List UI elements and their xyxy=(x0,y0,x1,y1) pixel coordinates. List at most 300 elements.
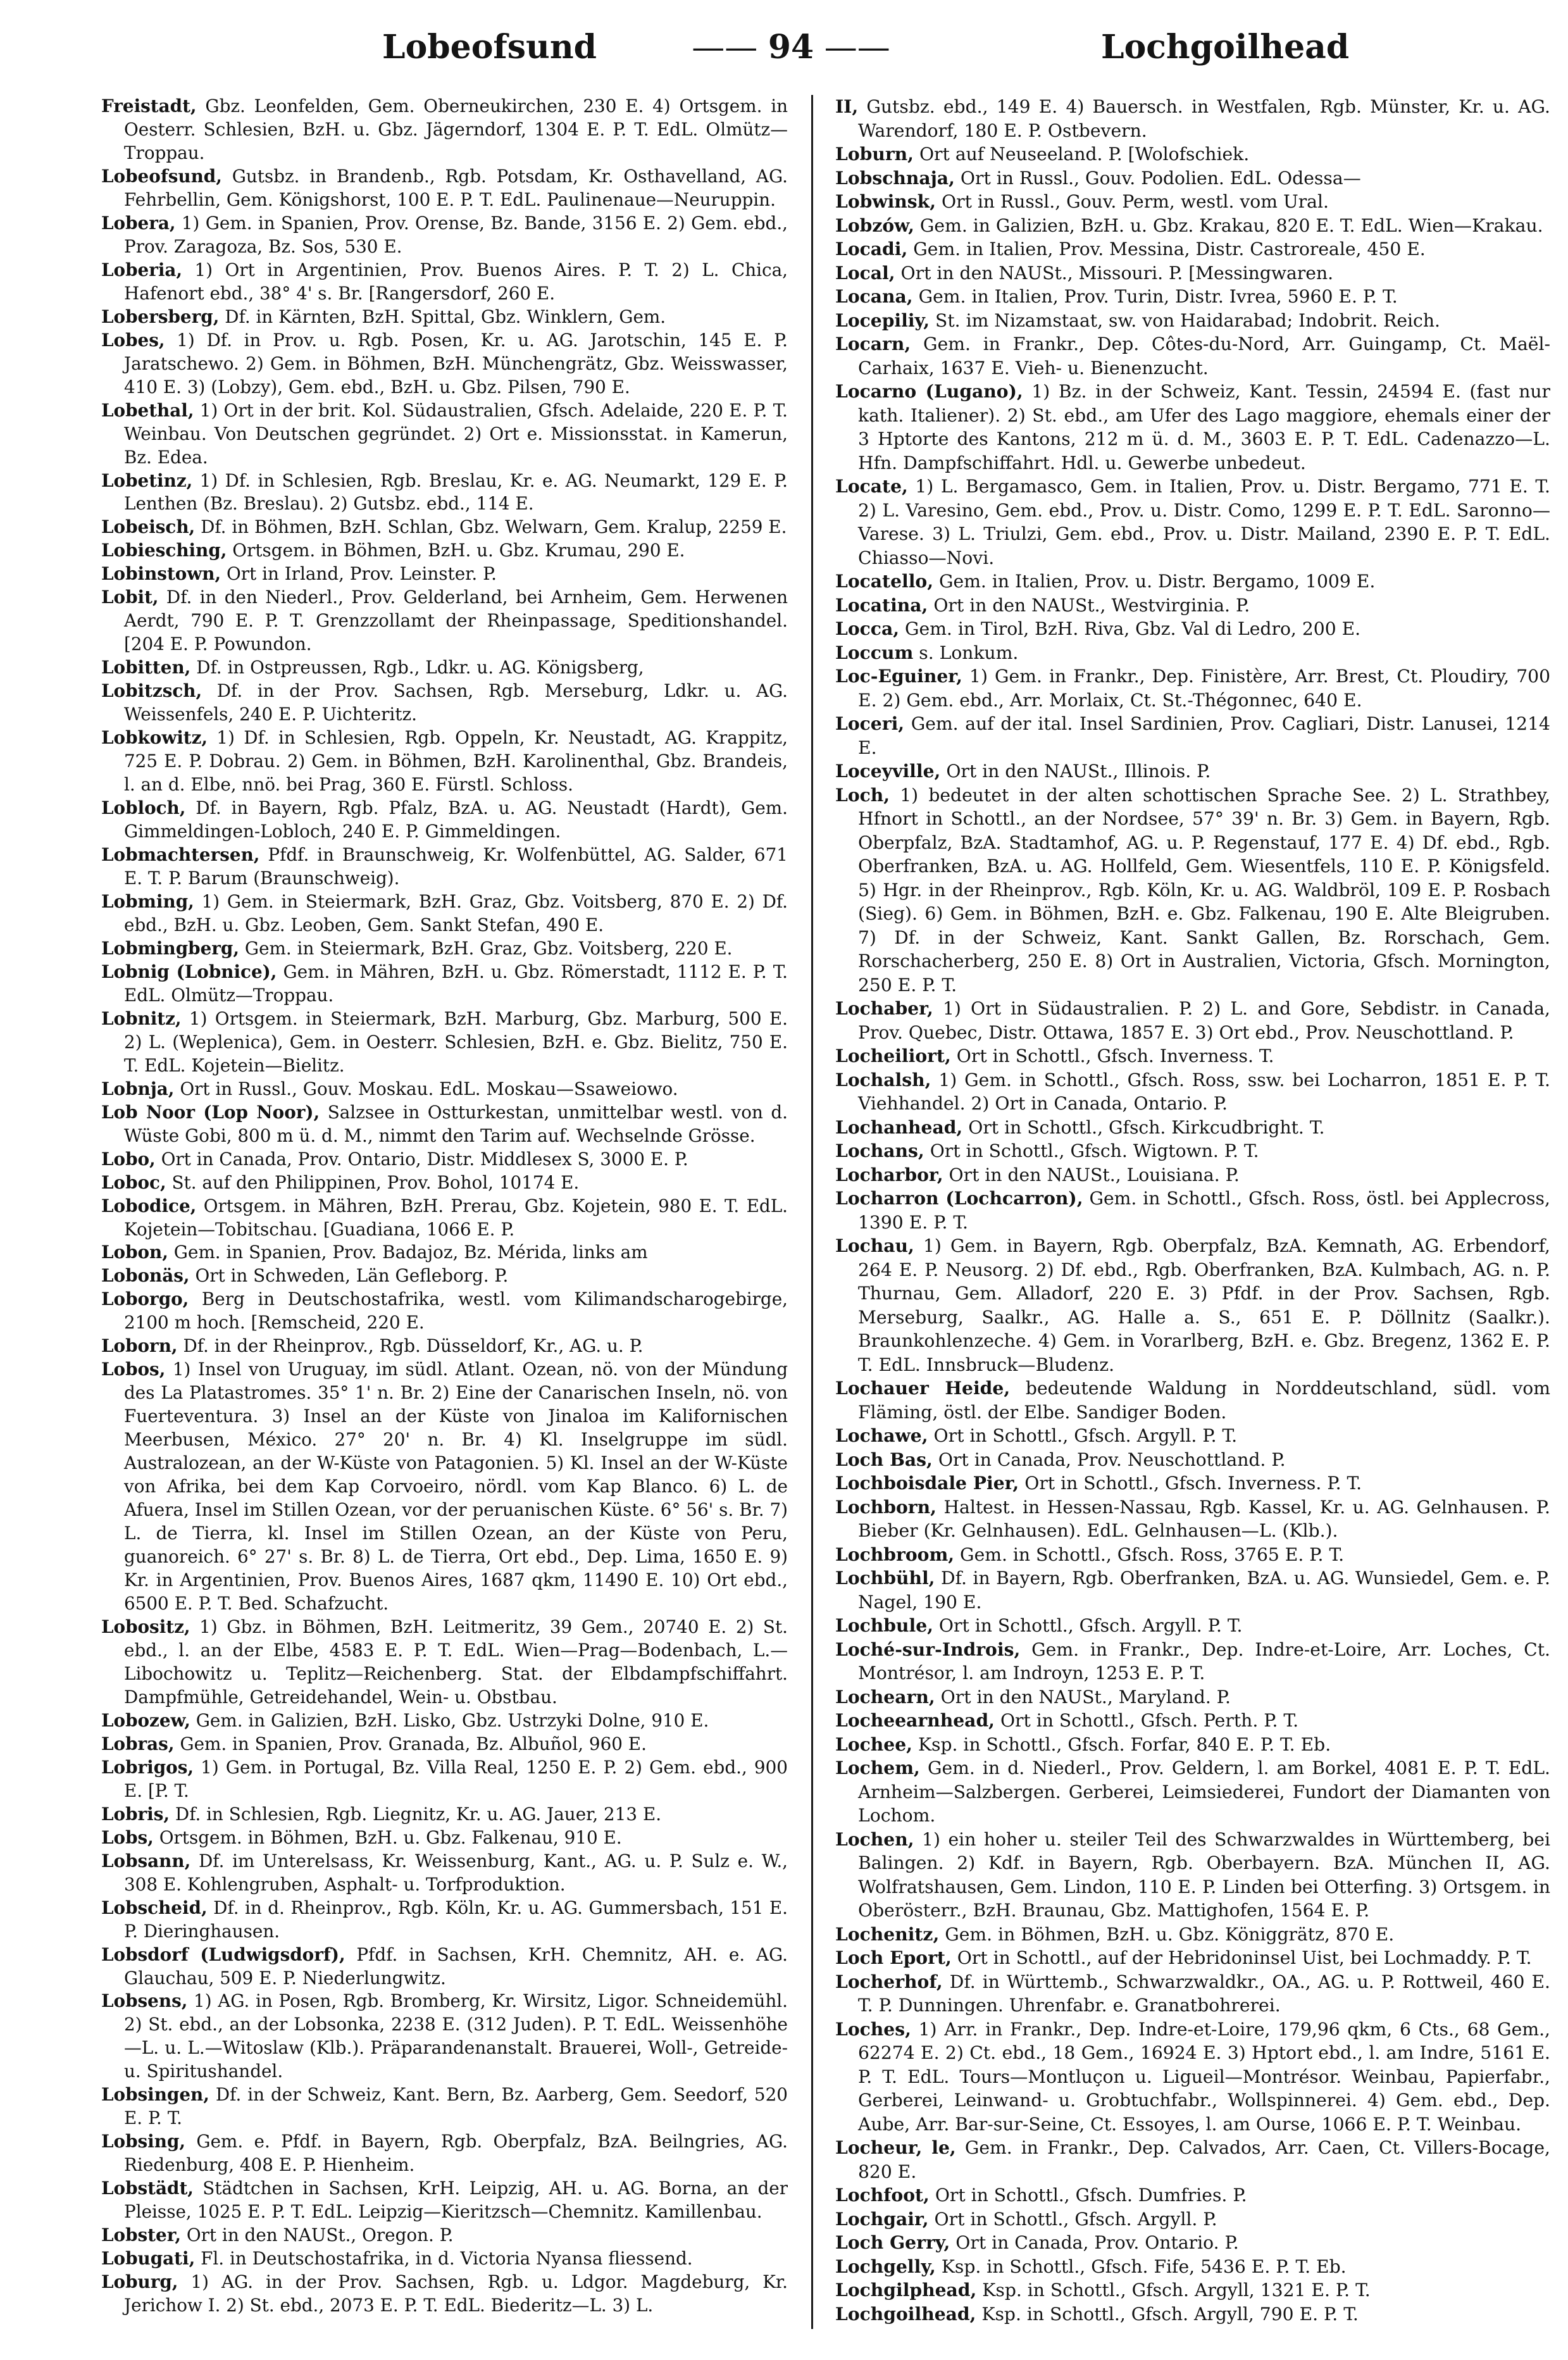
gazetteer-entry xyxy=(101,2130,788,2177)
entry-text: Gem. in Tirol, BzH. Riva, Gbz. Val di Ledro, 200 E. xyxy=(905,618,1361,639)
entry-text: Ort in Schottl., Gfsch. Argyll. P. xyxy=(934,2208,1217,2230)
entry-text: Gem. in Italien, Prov. u. Distr. Bergamo, 1009 E. xyxy=(939,571,1376,592)
entry-headword: Loborgo, xyxy=(101,1289,189,1310)
entry-headword: Locharron (Lochcarron), xyxy=(835,1188,1083,1209)
entry-headword: Lobnitz, xyxy=(101,1008,182,1029)
entry-headword: Loch, xyxy=(835,784,890,806)
entry-headword: Lochgilphead, xyxy=(835,2280,977,2301)
entry-text: Ortsgem. in Böhmen, BzH. u. Gbz. Falkenau, 910 E. xyxy=(159,1826,622,1848)
entry-headword: Lobloch, xyxy=(101,797,186,819)
gazetteer-entry xyxy=(835,997,1550,1044)
gazetteer-entry xyxy=(101,1944,788,1990)
gazetteer-entry xyxy=(835,237,1550,261)
entry-headword: Lobming, xyxy=(101,890,194,912)
gazetteer-entry xyxy=(101,399,788,470)
entry-headword: Lobinstown, xyxy=(101,563,221,585)
entry-text: Gutsbz. in Brandenb., Rgb. Potsdam, Kr. Osthavelland, AG. Fehrbellin, Gem. Königshorst, 100 E. P. T. EdL. Paulinenaue—Neuruppin. xyxy=(124,165,788,210)
entry-text: Ort in den NAUSt., Maryland. P. xyxy=(940,1686,1231,1708)
entry-headword: Freistadt, xyxy=(101,96,197,116)
entry-headword: Lobera, xyxy=(101,212,176,234)
entry-headword: Locheur, le, xyxy=(835,2137,956,2158)
gazetteer-entry xyxy=(101,2177,788,2224)
entry-text: bedeutende Waldung in Norddeutschland, südl. vom Fläming, östl. der Elbe. Sandiger Boden. xyxy=(858,1378,1550,1423)
gazetteer-entry xyxy=(101,1358,788,1616)
gazetteer-entry xyxy=(835,2302,1550,2326)
entry-text: Ort in Russl., Gouv. Perm, westl. vom Ural. xyxy=(941,191,1329,212)
entry-headword: Loch Bas, xyxy=(835,1449,933,1470)
entry-text: Ort in Schottl., Gfsch. Wigtown. P. T. xyxy=(930,1140,1259,1161)
entry-headword: Lobmingberg, xyxy=(101,937,240,959)
entry-headword: Lochgair, xyxy=(835,2208,929,2230)
gazetteer-entry xyxy=(101,1897,788,1944)
entry-headword: Locatina, xyxy=(835,594,928,616)
entry-headword: Locate, xyxy=(835,476,908,497)
entry-headword: Lobitten, xyxy=(101,657,191,678)
entry-headword: Lochanhead, xyxy=(835,1116,963,1138)
entry-text: 1) Ort in Argentinien, Prov. Buenos Aires. P. T. 2) L. Chica, Hafenort ebd., 38° 4' s. Br. [Rangersdorf, 260 E. xyxy=(124,259,788,304)
entry-headword: Lobnig (Lobnice), xyxy=(101,961,277,982)
gazetteer-entry xyxy=(101,727,788,797)
gazetteer-entry xyxy=(101,1709,788,1733)
entry-headword: Lobes, xyxy=(101,329,165,351)
entry-text: St. auf den Philippinen, Prov. Bohol, 10174 E. xyxy=(171,1171,580,1193)
entry-headword: Lochans, xyxy=(835,1140,924,1161)
gazetteer-entry xyxy=(101,844,788,890)
entry-headword: Lobras, xyxy=(101,1733,175,1754)
gazetteer-entry xyxy=(835,1756,1550,1828)
entry-text: Ort in Schottl., auf der Hebridoninsel Uist, bei Lochmaddy. P. T. xyxy=(957,1947,1532,1968)
entry-headword: Lobsingen, xyxy=(101,2084,209,2106)
gazetteer-entry xyxy=(835,1234,1550,1377)
gazetteer-entry xyxy=(101,1241,788,1264)
running-head-left: Lobeofsund xyxy=(382,28,597,66)
entry-headword: Lobsdorf (Ludwigsdorf), xyxy=(101,1944,345,1965)
gazetteer-entry xyxy=(101,329,788,399)
entry-text: Ort in Schottl., Gfsch. Perth. P. T. xyxy=(1000,1710,1299,1731)
entry-headword: Lochgoilhead, xyxy=(835,2303,976,2325)
gazetteer-entry xyxy=(835,1946,1550,1970)
entry-headword: Lobzów, xyxy=(835,215,914,236)
entry-headword: Lobeisch, xyxy=(101,516,196,538)
gazetteer-entry xyxy=(835,1139,1550,1163)
gazetteer-entry xyxy=(835,1828,1550,1923)
entry-text: Gem. auf der ital. Insel Sardinien, Prov. Cagliari, Distr. Lanusei, 1214 E. xyxy=(858,713,1550,758)
gazetteer-entry xyxy=(835,1044,1550,1068)
gazetteer-entry xyxy=(835,1638,1550,1685)
entry-headword: Lochgelly, xyxy=(835,2256,936,2277)
entry-text: Salzsee in Ostturkestan, unmittelbar westl. von d. Wüste Gobi, 800 m ü. d. M., nimmt den Tarim auf. Wechselnde Grösse. xyxy=(124,1101,788,1146)
entry-text: Gem. in d. Niederl., Prov. Geldern, l. am Borkel, 4081 E. P. T. EdL. Arnheim—Salzbergen. Gerberei, Leimsiederei, Fundort der Diamanten von Lochom. xyxy=(858,1758,1550,1826)
entry-text: Df. in d. Rheinprov., Rgb. Köln, Kr. u. AG. Gummersbach, 151 E. P. Dieringhausen. xyxy=(124,1897,788,1942)
entry-text: 1) Ortsgem. in Steiermark, BzH. Marburg, Gbz. Marburg, 500 E. 2) L. (Weplenica), Gem. in Oesterr. Schlesien, BzH. e. Gbz. Bielitz, 750 E. T. EdL. Kojetein—Bielitz. xyxy=(124,1008,788,1076)
gazetteer-entry xyxy=(835,2183,1550,2207)
entry-text: Gem. in Mähren, BzH. u. Gbz. Römerstadt, 1112 E. P. T. EdL. Olmütz—Troppau. xyxy=(124,961,788,1006)
entry-headword: Lochalsh, xyxy=(835,1069,931,1090)
entry-text: Df. in Schlesien, Rgb. Liegnitz, Kr. u. AG. Jauer, 213 E. xyxy=(175,1803,662,1825)
gazetteer-entry xyxy=(101,1756,788,1803)
entry-headword: Lobetinz, xyxy=(101,470,193,491)
entry-text: Ksp. in Schottl., Gfsch. Argyll, 1321 E. P. T. xyxy=(982,2280,1371,2301)
entry-headword: Lobnja, xyxy=(101,1078,175,1099)
entry-headword: Lobeofsund, xyxy=(101,165,222,187)
entry-text: 1) Df. in Schlesien, Rgb. Oppeln, Kr. Neustadt, AG. Krappitz, 725 E. P. Dobrau. 2) Gem. in Böhmen, BzH. Karolinenthal, Gbz. Brandeis, l. an d. Elbe, nnö. bei Prag, 360 E. Fürstl. Schloss. xyxy=(124,727,788,796)
entry-text: Ort in Schottl., Gfsch. Argyll. P. T. xyxy=(933,1425,1238,1446)
gazetteer-entry xyxy=(101,1990,788,2083)
entry-headword: Loccum xyxy=(835,642,914,663)
gazetteer-entry xyxy=(101,961,788,1008)
gazetteer-entry xyxy=(835,214,1550,238)
gazetteer-entry xyxy=(835,1614,1550,1638)
gazetteer-entry xyxy=(101,797,788,844)
entry-text: Gem. e. Pfdf. in Bayern, Rgb. Oberpfalz, BzA. Beilngries, AG. Riedenburg, 408 E. P. Hienheim. xyxy=(124,2131,788,2176)
gazetteer-entry xyxy=(835,285,1550,309)
entry-headword: Loceyville, xyxy=(835,761,941,782)
entry-headword: Loburn, xyxy=(835,144,914,165)
gazetteer-entry xyxy=(101,259,788,306)
entry-headword: Lobositz, xyxy=(101,1616,190,1637)
gazetteer-entry xyxy=(835,1116,1550,1140)
gazetteer-entry xyxy=(101,1733,788,1756)
gazetteer-entry xyxy=(835,2207,1550,2232)
entry-headword: Lobwinsk, xyxy=(835,191,936,212)
entry-headword: Lochaber, xyxy=(835,998,933,1019)
gazetteer-entry xyxy=(101,937,788,961)
entry-headword: Locca, xyxy=(835,618,900,639)
entry-headword: Locana, xyxy=(835,286,913,307)
entry-headword: Loch Gerry, xyxy=(835,2232,950,2253)
entry-text: Ksp. in Schottl., Gfsch. Argyll, 790 E. P. T. xyxy=(981,2303,1359,2325)
entry-headword: Locherhof, xyxy=(835,1971,943,1992)
entry-headword: Loches, xyxy=(835,2018,911,2040)
entry-headword: Lobethal, xyxy=(101,399,194,421)
gazetteer-entry xyxy=(835,166,1550,190)
entry-text: 1) AG. in Posen, Rgb. Bromberg, Kr. Wirsitz, Ligor. Schneidemühl. 2) St. ebd., an der Lobsonka, 2238 E. (312 Juden). P. T. EdL. Weissenhöhe—L. u. L.—Witoslaw (Klb.). Präparandenanstalt. Brauerei, Woll-, Getreide- u. Spiritushandel. xyxy=(124,1990,788,2082)
gazetteer-entry xyxy=(101,1803,788,1826)
entry-text: Städtchen in Sachsen, KrH. Leipzig, AH. u. AG. Borna, an der Pleisse, 1025 E. P. T. EdL. Leipzig—Kieritzsch—Chemnitz. Kamillenbau. xyxy=(124,2178,788,2223)
entry-text: 1) Gem. in Bayern, Rgb. Oberpfalz, BzA. Kemnath, AG. Erbendorf, 264 E. P. Neusorg. 2) Df. ebd., Rgb. Oberfranken, BzA. Kulmbach, AG. n. P. Thurnau, Gem. Alladorf, 220 E. 3) Pfdf. in der Prov. Sachsen, Rgb. Merseburg, Saalkr., AG. Halle a. S., 651 E. P. Döllnitz (Saalkr.). Braunkohlenzeche. 4) Gem. in Vorarlberg, BzH. e. Gbz. Bregenz, 1362 E. P. T. EdL. Innsbruck—Bludenz. xyxy=(858,1235,1550,1375)
entry-text: 1) Arr. in Frankr., Dep. Indre-et-Loire, 179,96 qkm, 6 Cts., 68 Gem., 62274 E. 2) Ct. ebd., 18 Gem., 16924 E. 3) Hptort ebd., l. am Indre, 5161 E. P. T. EdL. Tours—Montluçon u. Ligueil—Montrésor. Weinbau, Papierfabr., Gerberei, Leinwand- u. Grobtuchfabr., Wollspinnerei. 4) Gem. ebd., Dep. Aube, Arr. Bar-sur-Seine, Ct. Essoyes, l. am Ourse, 1066 E. P. T. Weinbau. xyxy=(858,2018,1550,2135)
entry-text: Df. in Bayern, Rgb. Pfalz, BzA. u. AG. Neustadt (Hardt), Gem. Gimmeldingen-Lobloch, 240 E. P. Gimmeldingen. xyxy=(124,797,788,842)
gazetteer-entry xyxy=(101,2271,788,2318)
entry-text: 1) Gem. in Schottl., Gfsch. Ross, ssw. bei Locharron, 1851 E. P. T. Viehhandel. 2) Ort in Canada, Ontario. P. xyxy=(858,1069,1550,1114)
entry-text: 1) Df. in Prov. u. Rgb. Posen, Kr. u. AG. Jarotschin, 145 E. P. Jaratschewo. 2) Gem. in Böhmen, BzH. Münchengrätz, Gbz. Weisswasser, 410 E. 3) (Lobzy), Gem. ebd., BzH. u. Gbz. Pilsen, 790 E. xyxy=(124,329,788,397)
entry-text: Ort in Canada, Prov. Neuschottland. P. xyxy=(938,1449,1286,1470)
entry-headword: Lochboisdale Pier, xyxy=(835,1473,1019,1494)
left-column xyxy=(101,95,788,2329)
entry-text: Ort in den NAUSt., Louisiana. P. xyxy=(949,1164,1240,1185)
entry-headword: Lobsing, xyxy=(101,2131,186,2152)
gazetteer-entry xyxy=(835,665,1550,712)
entry-headword: Lochen, xyxy=(835,1828,914,1850)
entry-text: Df. in der Rheinprov., Rgb. Düsseldorf, Kr., AG. u. P. xyxy=(183,1335,644,1357)
right-column xyxy=(835,95,1550,2329)
entry-headword: Lobonäs, xyxy=(101,1265,190,1287)
entry-text: Haltest. in Hessen-Nassau, Rgb. Kassel, Kr. u. AG. Gelnhausen. P. Bieber (Kr. Gelnhausen). EdL. Gelnhausen—L. (Klb.). xyxy=(858,1496,1550,1541)
gazetteer-entry xyxy=(835,1733,1550,1757)
gazetteer-entry xyxy=(835,1685,1550,1709)
entry-headword: Lobozew, xyxy=(101,1709,190,1731)
entry-headword: Lochbroom, xyxy=(835,1544,955,1565)
entry-text: 1) Ort in Südaustralien. P. 2) L. and Gore, Sebdistr. in Canada, Prov. Quebec, Distr. Ottawa, 1857 E. 3) Ort ebd., Prov. Neuschottland. P. xyxy=(858,998,1550,1043)
gazetteer-entry xyxy=(835,2018,1550,2137)
entry-text: 1) AG. in der Prov. Sachsen, Rgb. u. Ldgor. Magdeburg, Kr. Jerichow I. 2) St. ebd., 2073 E. P. T. EdL. Biederitz—L. 3) L. xyxy=(124,2271,788,2316)
gazetteer-entry xyxy=(835,1424,1550,1448)
entry-text: Ort in Schottl., Gfsch. Inverness. P. T. xyxy=(1024,1473,1362,1494)
gazetteer-entry xyxy=(101,470,788,516)
entry-headword: Lochearn, xyxy=(835,1686,935,1708)
entry-text: Ort in Schottl., Gfsch. Kirkcudbright. T. xyxy=(968,1116,1325,1138)
entry-headword: Lobsann, xyxy=(101,1850,191,1871)
entry-text: Ort in Canada, Prov. Ontario. P. xyxy=(955,2232,1239,2253)
entry-headword: Locarn, xyxy=(835,334,911,354)
entry-headword: Locharbor, xyxy=(835,1164,943,1185)
entry-text: Ortsgem. in Böhmen, BzH. u. Gbz. Krumau, 290 E. xyxy=(232,540,685,561)
entry-text: Gem. in Galizien, BzH. Lisko, Gbz. Ustrzyki Dolne, 910 E. xyxy=(196,1709,709,1731)
entry-text: Ortsgem. in Mähren, BzH. Prerau, Gbz. Kojetein, 980 E. T. EdL. Kojetein—Tobitschau. [Guadiana, 1066 E. P. xyxy=(124,1195,788,1240)
entry-text: Df. in Ostpreussen, Rgb., Ldkr. u. AG. Königsberg, xyxy=(196,657,644,678)
gazetteer-entry xyxy=(835,759,1550,784)
entry-text: Gem. in Galizien, BzH. u. Gbz. Krakau, 820 E. T. EdL. Wien—Krakau. xyxy=(919,215,1543,236)
entry-text: 1) Bz. in der Schweiz, Kant. Tessin, 24594 E. (fast nur kath. Italiener). 2) St. ebd., am Ufer des Lago maggiore, ehemals einer der 3 Hptorte des Kantons, 212 m ü. d. M., 3603 E. P. T. EdL. Cadenazzo—L. Hfn. Dampfschiffahrt. Hdl. u. Gewerbe unbedeut. xyxy=(858,381,1550,473)
entry-headword: Lochee, xyxy=(835,1733,912,1755)
entry-headword: Lobitzsch, xyxy=(101,680,202,702)
entry-headword: Lobugati, xyxy=(101,2248,196,2269)
gazetteer-entry xyxy=(101,1826,788,1850)
gazetteer-entry xyxy=(835,617,1550,641)
entry-headword: Lobscheid, xyxy=(101,1897,208,1918)
gazetteer-entry xyxy=(101,212,788,259)
gazetteer-entry xyxy=(835,261,1550,285)
entry-headword: Locatello, xyxy=(835,571,934,592)
entry-text: 1) Gem. in Spanien, Prov. Orense, Bz. Bande, 3156 E. 2) Gem. ebd., Prov. Zaragoza, Bz. Sos, 530 E. xyxy=(124,212,788,257)
gazetteer-entry xyxy=(101,680,788,727)
entry-headword: Loc-Eguiner, xyxy=(835,666,962,687)
gazetteer-entry xyxy=(101,890,788,937)
entry-text: Gem. in Spanien, Prov. Granada, Bz. Albuñol, 960 E. xyxy=(180,1733,647,1754)
entry-headword: Loceri, xyxy=(835,713,905,734)
gazetteer-entry xyxy=(835,475,1550,570)
entry-text: Gem. in Frankr., Dep. Calvados, Arr. Caen, Ct. Villers-Bocage, 820 E. xyxy=(858,2137,1550,2182)
entry-text: Df. in den Niederl., Prov. Gelderland, bei Arnheim, Gem. Herwenen Aerdt, 790 E. P. T. Grenzzollamt der Rheinpassage, Speditionshandel. [204 E. P. Powundon. xyxy=(124,587,788,655)
entry-headword: Loché-sur-Indrois, xyxy=(835,1639,1021,1660)
entry-text: Berg in Deutschostafrika, westl. vom Kilimandscharogebirge, 2100 m hoch. [Remscheid, 220 E. xyxy=(124,1289,788,1333)
gazetteer-entry xyxy=(835,1163,1550,1187)
gazetteer-entry xyxy=(101,1616,788,1709)
gazetteer-entry xyxy=(101,95,788,165)
gazetteer-entry xyxy=(835,594,1550,618)
entry-headword: Loberia, xyxy=(101,259,183,280)
entry-headword: Lochfoot, xyxy=(835,2185,930,2206)
entry-text: Gem. in Frankr., Dep. Indre-et-Loire, Arr. Loches, Ct. Montrésor, l. am Indroyn, 1253 E. P. T. xyxy=(858,1639,1550,1683)
entry-headword: Lobris, xyxy=(101,1803,170,1825)
gazetteer-entry xyxy=(835,380,1550,475)
entry-text: Gem. in Italien, Prov. Messina, Distr. Castroreale, 450 E. xyxy=(913,239,1426,259)
entry-headword: Locheiliort, xyxy=(835,1046,951,1066)
entry-text: 1) Gem. in Portugal, Bz. Villa Real, 1250 E. P. 2) Gem. ebd., 900 E. [P. T. xyxy=(124,1756,788,1801)
entry-text: Ort in Irland, Prov. Leinster. P. xyxy=(226,563,497,585)
entry-headword: Locadi, xyxy=(835,239,908,259)
gazetteer-entry xyxy=(101,2224,788,2247)
entry-text: 1) Gbz. in Böhmen, BzH. Leitmeritz, 39 Gem., 20740 E. 2) St. ebd., l. an der Elbe, 4583 E. P. T. EdL. Wien—Prag—Bodenbach, L.—Libochowitz u. Teplitz—Reichenberg. Stat. der Elbdampfschiffahrt. Dampfmühle, Getreidehandel, Wein- u. Obstbau. xyxy=(124,1616,788,1708)
entry-headword: Lobo, xyxy=(101,1148,156,1170)
gazetteer-entry xyxy=(101,1850,788,1897)
gazetteer-entry xyxy=(835,95,1550,142)
entry-text: Ort in den NAUSt., Oregon. P. xyxy=(186,2225,454,2246)
entry-headword: Lochbühl, xyxy=(835,1568,935,1589)
page-header xyxy=(0,15,1568,85)
entry-text: Ort in Schottl., Gfsch. Argyll. P. T. xyxy=(938,1615,1243,1636)
entry-headword: Lobster, xyxy=(101,2225,181,2246)
entry-text: 1) ein hoher u. steiler Teil des Schwarzwaldes in Württemberg, bei Balingen. 2) Kdf. in Bayern, Rgb. Oberbayern. BzA. München II, AG. Wolfratshausen, Gem. Lindon, 110 E. P. Linden bei Otterfing. 3) Ortsgem. in Oberösterr., BzH. Braunau, Gbz. Mattighofen, 1564 E. P. xyxy=(858,1828,1550,1921)
gazetteer-entry xyxy=(835,332,1550,380)
entry-headword: Lobsens, xyxy=(101,1990,188,2012)
gazetteer-entry xyxy=(835,1471,1550,1495)
gazetteer-entry xyxy=(101,563,788,586)
gazetteer-entry xyxy=(835,2255,1550,2279)
gazetteer-entry xyxy=(101,1195,788,1242)
gazetteer-entry xyxy=(835,570,1550,594)
gazetteer-entry xyxy=(835,1709,1550,1733)
gazetteer-entry xyxy=(835,190,1550,214)
entry-headword: Lobersberg, xyxy=(101,306,220,327)
gazetteer-entry xyxy=(835,142,1550,166)
gazetteer-entry xyxy=(835,784,1550,997)
gazetteer-entry xyxy=(101,1078,788,1101)
entry-text: 1) Gem. in Frankr., Dep. Finistère, Arr. Brest, Ct. Ploudiry, 700 E. 2) Gem. ebd., Arr. Morlaix, Ct. St.-Thégonnec, 640 E. xyxy=(858,666,1550,711)
entry-text: Ort in Schottl., Gfsch. Dumfries. P. xyxy=(935,2185,1247,2206)
entry-headword: Loboc, xyxy=(101,1171,166,1193)
gazetteer-entry xyxy=(835,1543,1550,1567)
gazetteer-entry xyxy=(835,1495,1550,1543)
entry-text: Gbz. Leonfelden, Gem. Oberneukirchen, 230 E. 4) Ortsgem. in Oesterr. Schlesien, BzH. u. Gbz. Jägerndorf, 1304 E. P. T. EdL. Olmütz—Troppau. xyxy=(124,96,788,163)
page-number-line: —— 94 —— xyxy=(692,28,890,66)
gazetteer-entry xyxy=(101,1335,788,1358)
entry-text: Ort in den NAUSt., Westvirginia. P. xyxy=(933,594,1250,616)
entry-text: Df. in der Prov. Sachsen, Rgb. Merseburg, Ldkr. u. AG. Weissenfels, 240 E. P. Uichteritz. xyxy=(124,680,788,725)
entry-headword: Lobs, xyxy=(101,1826,154,1848)
entry-text: 1) bedeutet in der alten schottischen Sprache See. 2) L. Strathbey, Hfnort in Schottl., an der Nordsee, 57° 39' n. Br. 3) Gem. in Bayern, Rgb. Oberpfalz, BzA. Stadtamhof, AG. u. P. Regenstauf, 177 E. 4) Df. ebd., Rgb. Oberfranken, BzA. u. AG. Hollfeld, Gem. Wiesentfels, 110 E. P. Königsfeld. 5) Hgr. in der Rheinprov., Rgb. Köln, Kr. u. AG. Waldbröl, 109 E. P. Rosbach (Sieg). 6) Gem. in Böhmen, BzH. e. Gbz. Falkenau, 190 E. Alte Bleigruben. 7) Df. in der Schweiz, Kant. Sankt Gallen, Bz. Rorschach, Gem. Rorschacherberg, 250 E. 8) Ort in Australien, Victoria, Gfsch. Mornington, 250 E. P. T. xyxy=(858,784,1550,996)
entry-headword: Locepiliy, xyxy=(835,309,930,331)
entry-headword: Lobstädt, xyxy=(101,2178,194,2199)
entry-text: Df. in Böhmen, BzH. Schlan, Gbz. Welwarn, Gem. Kralup, 2259 E. xyxy=(201,516,787,538)
entry-text: Df. in Württemb., Schwarzwaldkr., OA., AG. u. P. Rottweil, 460 E. T. P. Dunningen. Uhrenfabr. e. Granatbohrerei. xyxy=(858,1971,1550,2016)
gazetteer-entry xyxy=(835,641,1550,665)
gazetteer-entry xyxy=(101,1101,788,1148)
gazetteer-entry xyxy=(835,1970,1550,2018)
entry-text: Gem. in Italien, Prov. Turin, Distr. Ivrea, 5960 E. P. T. xyxy=(918,286,1398,307)
entry-text: Df. in Bayern, Rgb. Oberfranken, BzA. u. AG. Wunsiedel, Gem. e. P. Nagel, 190 E. xyxy=(858,1568,1550,1613)
entry-text: Gem. in Spanien, Prov. Badajoz, Bz. Mérida, links am xyxy=(173,1242,648,1263)
entry-text: Df. in der Schweiz, Kant. Bern, Bz. Aarberg, Gem. Seedorf, 520 E. P. T. xyxy=(124,2084,788,2129)
entry-headword: Lochborn, xyxy=(835,1496,936,1518)
gazetteer-entry xyxy=(101,516,788,539)
entry-headword: Lochem, xyxy=(835,1758,920,1778)
entry-headword: Locheearnhead, xyxy=(835,1710,995,1731)
gazetteer-entry xyxy=(101,2247,788,2271)
entry-text: Ort in Schweden, Län Gefleborg. P. xyxy=(195,1265,509,1287)
gazetteer-entry xyxy=(835,2278,1550,2302)
gazetteer-entry xyxy=(835,712,1550,759)
page-number: 94 xyxy=(768,28,814,66)
entry-text: Ort in Schottl., Gfsch. Inverness. T. xyxy=(956,1046,1274,1066)
entry-text: Fl. in Deutschostafrika, in d. Victoria Nyansa fliessend. xyxy=(201,2248,693,2269)
entry-headword: Lobit, xyxy=(101,587,159,608)
entry-headword: Lobschnaja, xyxy=(835,167,955,189)
gazetteer-entry xyxy=(101,1171,788,1195)
gazetteer-entry xyxy=(101,165,788,212)
entry-text: Gem. in Frankr., Dep. Côtes-du-Nord, Arr. Guingamp, Ct. Maël-Carhaix, 1637 E. Vieh- u. Bienenzucht. xyxy=(858,334,1550,378)
entry-headword: Lochauer Heide, xyxy=(835,1378,1011,1399)
column-divider xyxy=(811,95,813,2329)
gazetteer-entry xyxy=(101,1008,788,1078)
entry-text: Gem. in Schottl., Gfsch. Ross, 3765 E. P. T. xyxy=(960,1544,1345,1565)
entry-text: s. Lonkum. xyxy=(919,642,1019,663)
entry-text: Ksp. in Schottl., Gfsch. Forfar, 840 E. P. T. Eb. xyxy=(918,1733,1331,1755)
entry-text: Gem. in Böhmen, BzH. u. Gbz. Königgrätz, 870 E. xyxy=(945,1923,1395,1945)
entry-headword: Lobrigos, xyxy=(101,1756,194,1778)
running-head-right: Lochgoilhead xyxy=(1101,28,1350,66)
entry-text: Ort in Russl., Gouv. Podolien. EdL. Odessa— xyxy=(960,167,1361,189)
entry-text: Pfdf. in Sachsen, KrH. Chemnitz, AH. e. AG. Glauchau, 509 E. P. Niederlungwitz. xyxy=(124,1944,788,1989)
gazetteer-entry xyxy=(101,586,788,656)
gazetteer-entry xyxy=(101,306,788,329)
gazetteer-entry xyxy=(101,1148,788,1171)
entry-headword: Loch Eport, xyxy=(835,1947,952,1968)
gazetteer-entry xyxy=(835,1068,1550,1116)
gazetteer-entry xyxy=(835,2136,1550,2183)
entry-headword: Lob Noor (Lop Noor), xyxy=(101,1101,320,1123)
entry-headword: Loburg, xyxy=(101,2271,178,2293)
entry-text: St. im Nizamstaat, sw. von Haidarabad; Indobrit. Reich. xyxy=(935,309,1440,331)
entry-text: Ksp. in Schottl., Gfsch. Fife, 5436 E. P. T. Eb. xyxy=(941,2256,1347,2277)
gazetteer-entry xyxy=(101,1264,788,1288)
entry-headword: Lochawe, xyxy=(835,1425,928,1446)
entry-text: Gem. in Schottl., Gfsch. Ross, östl. bei Applecross, 1390 E. P. T. xyxy=(858,1188,1550,1233)
entry-headword: Lobmachtersen, xyxy=(101,844,260,865)
entry-headword: Lobos, xyxy=(101,1359,166,1380)
gazetteer-entry xyxy=(835,1923,1550,1947)
entry-text: Ort in Russl., Gouv. Moskau. EdL. Moskau—Ssaweiowo. xyxy=(180,1078,678,1099)
entry-headword: Lochbule, xyxy=(835,1615,933,1636)
entry-headword: Lobiesching, xyxy=(101,540,227,561)
entry-text: Ort in den NAUSt., Illinois. P. xyxy=(946,761,1211,782)
entry-headword: Loborn, xyxy=(101,1335,178,1357)
entry-text: Pfdf. in Braunschweig, Kr. Wolfenbüttel, AG. Salder, 671 E. T. P. Barum (Braunschweig). xyxy=(124,844,788,889)
entry-headword: Local, xyxy=(835,262,895,284)
entry-headword: II, xyxy=(835,96,859,117)
gazetteer-entry xyxy=(101,656,788,680)
entry-headword: Lobon, xyxy=(101,1242,168,1263)
entry-text: Ort in den NAUSt., Missouri. P. [Messingwaren. xyxy=(900,262,1334,284)
entry-headword: Lobkowitz, xyxy=(101,727,208,749)
entry-text: Gem. in Steiermark, BzH. Graz, Gbz. Voitsberg, 220 E. xyxy=(244,937,733,959)
entry-headword: Locarno (Lugano), xyxy=(835,381,1023,402)
gazetteer-entry xyxy=(835,1566,1550,1614)
entry-text: Df. in Kärnten, BzH. Spittal, Gbz. Winklern, Gem. xyxy=(225,306,666,327)
entry-text: 1) Insel von Uruguay, im südl. Atlant. Ozean, nö. von der Mündung des La Platastromes. 35° 1' n. Br. 2) Eine der Canarischen Inseln, nö. von Fuerteventura. 3) Insel an der Küste von Jinaloa im Kalifornischen Meerbusen, México. 27° 20' n. Br. 4) Kl. Inselgruppe im südl. Australozean, an der W-Küste von Patagonien. 5) Kl. Insel an der W-Küste von Afrika, bei dem Kap Corvoeiro, nördl. vom Kap Blanco. 6) L. de Afuera, Insel im Stillen Ozean, vor der peruanischen Küste. 6° 56' s. Br. 7) L. de Tierra, kl. Insel im Stillen Ozean, an der Küste von Peru, guanoreich. 6° 27' s. Br. 8) L. de Tierra, Ort ebd., Dep. Lima, 1650 E. 9) Kr. in Argentinien, Prov. Buenos Aires, 1687 qkm, 11490 E. 10) Ort ebd., 6500 E. P. T. Bed. Schafzucht. xyxy=(124,1359,788,1614)
gazetteer-entry xyxy=(835,309,1550,333)
entry-text: Ort in Canada, Prov. Ontario, Distr. Middlesex S, 3000 E. P. xyxy=(161,1148,688,1170)
entry-headword: Lochau, xyxy=(835,1235,914,1256)
gazetteer-entry xyxy=(101,2083,788,2130)
entry-text: 1) Df. in Schlesien, Rgb. Breslau, Kr. e. AG. Neumarkt, 129 E. P. Lenthen (Bz. Breslau). 2) Gutsbz. ebd., 114 E. xyxy=(124,470,788,515)
entry-headword: Lobodice, xyxy=(101,1195,197,1216)
entry-text: Df. im Unterelsass, Kr. Weissenburg, Kant., AG. u. P. Sulz e. W., 308 E. Kohlengruben, Asphalt- u. Torfproduktion. xyxy=(124,1850,788,1895)
entry-text: 1) Gem. in Steiermark, BzH. Graz, Gbz. Voitsberg, 870 E. 2) Df. ebd., BzH. u. Gbz. Leoben, Gem. Sankt Stefan, 490 E. xyxy=(124,890,788,935)
gazetteer-entry xyxy=(835,2231,1550,2255)
gazetteer-entry xyxy=(835,1187,1550,1234)
gazetteer-entry xyxy=(101,539,788,563)
